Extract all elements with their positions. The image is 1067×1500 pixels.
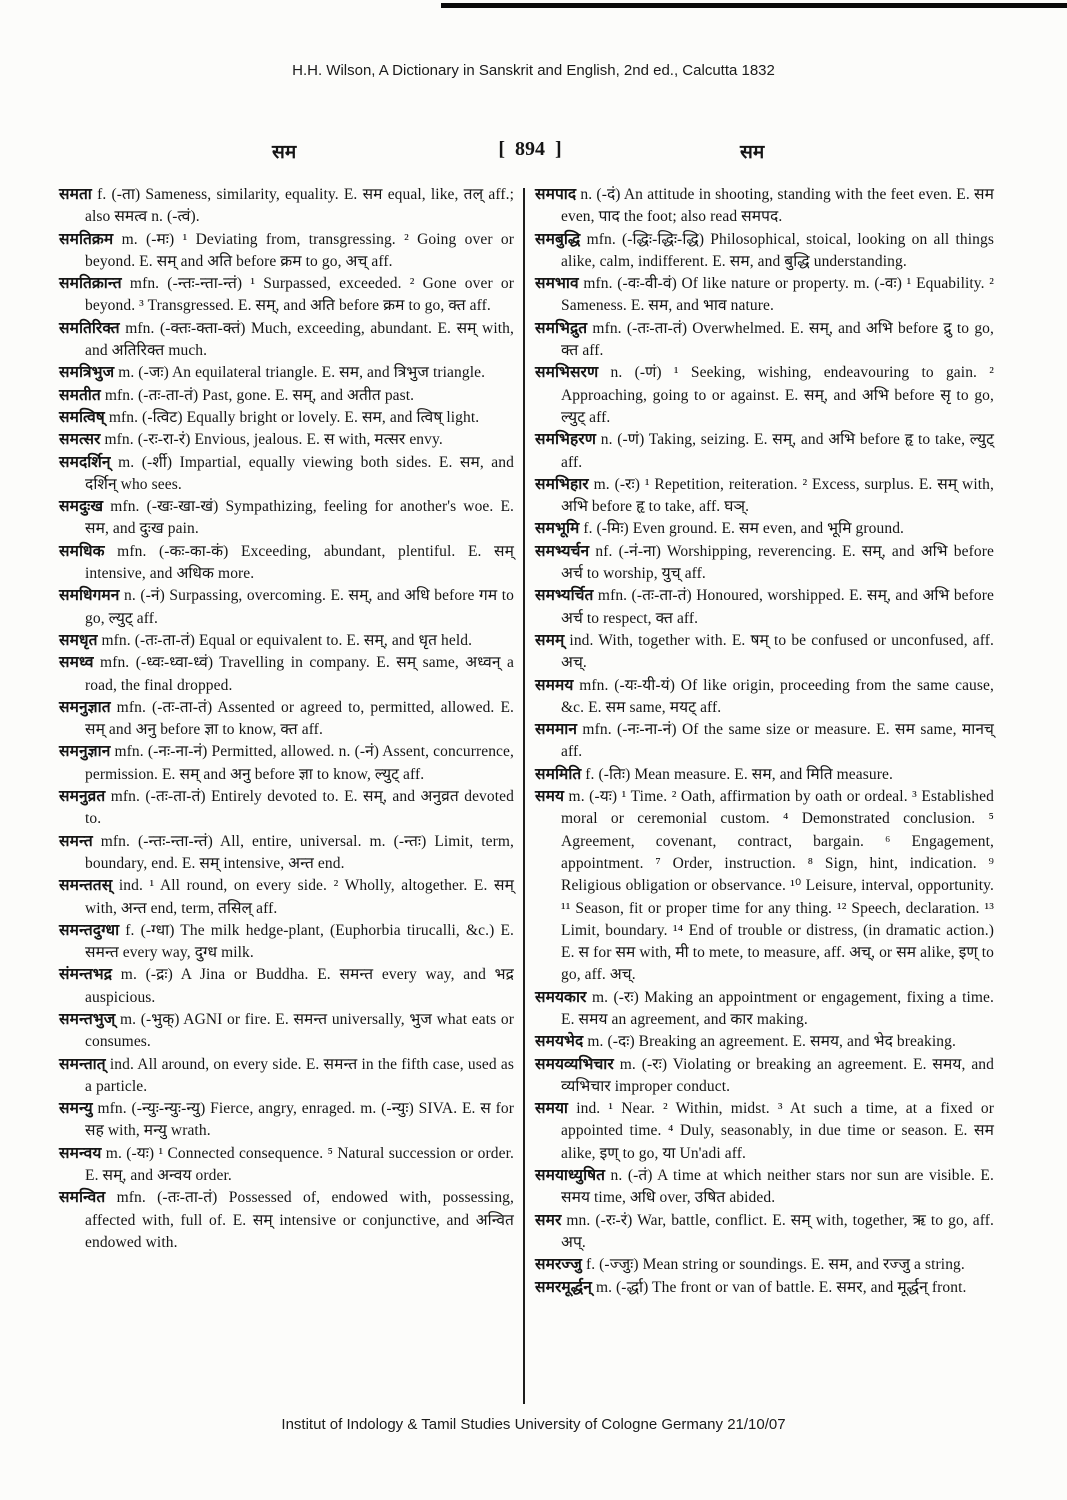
dictionary-entry — [535, 1031, 994, 1053]
dictionary-entry — [59, 741, 514, 786]
entry-headword: सममान — [535, 721, 578, 739]
entry-body: mfn. (-त्विट) Equally bright or lovely. E. सम, and त्विष् light. — [108, 408, 480, 426]
entry-body: m. (-र्द्धा) The front or van of battle. E. समर, and मूर्द्धन् front. — [595, 1278, 967, 1296]
entry-body: ind. ¹ All round, on every side. ² Wholly, altogether. E. सम् with, अन्त end, term, तसिल् aff. — [85, 877, 514, 917]
dictionary-entry — [59, 1009, 514, 1054]
entry-body: mfn. (-तः-ता-तं) Overwhelmed. E. सम्, and अभि before द्रु to go, क्त aff. — [561, 319, 994, 360]
dictionary-entry — [59, 496, 514, 541]
entry-headword: समभ्यर्चित — [535, 587, 594, 605]
entry-body: mfn. (-तः-ता-तं) Honoured, worshipped. E. सम्, and अभि before अर्च to respect, क्त aff. — [561, 587, 995, 627]
entry-body: mfn. (-ध्वः-ध्वा-ध्वं) Travelling in company. E. सम् same, अध्वन् a road, the final dropped. — [85, 654, 514, 694]
entry-headword: समध्व — [59, 654, 94, 672]
dictionary-entry — [59, 273, 514, 318]
entry-body: n. (-दं) An attitude in shooting, standing with the feet even. E. सम even, पाद the foot; also read समपद. — [561, 186, 994, 226]
entry-body: m. (-द्रः) A Jina or Buddha. E. समन्त every way, and भद्र auspicious. — [85, 966, 514, 1006]
dictionary-entry — [535, 362, 994, 429]
dictionary-entry — [59, 630, 514, 652]
entry-headword: समदुःख — [59, 498, 104, 516]
dictionary-entry — [59, 229, 514, 274]
dictionary-entry — [535, 1054, 994, 1099]
entry-headword: समर — [535, 1211, 562, 1229]
entry-body: m. (-मः) ¹ Deviating from, transgressing. ² Going over or beyond. E. सम् and अति before क्रम to go, अच् aff. — [85, 230, 514, 270]
dictionary-entry — [59, 385, 514, 407]
entry-body: mfn. (-न्तः-न्ता-न्तं) ¹ Surpassed, exceeded. ² Gone over or beyond. ³ Transgressed. E. सम्, and अति before क्रम to go, क्त aff. — [85, 275, 514, 315]
dictionary-entry — [59, 184, 514, 229]
entry-headword: समत्रिभुज — [59, 364, 115, 382]
entry-headword: समन्तभुज् — [59, 1010, 116, 1028]
entry-headword: समधिक — [59, 542, 105, 560]
entry-body: mn. (-रः-रं) War, battle, conflict. E. सम् with, together, ऋ to go, aff. अप्. — [561, 1211, 994, 1251]
dictionary-entry — [59, 452, 514, 497]
dictionary-entry — [535, 764, 994, 786]
dictionary-entry — [535, 229, 994, 274]
entry-headword: समन्त — [59, 832, 93, 850]
running-head — [0, 138, 1067, 166]
entry-headword: समया — [535, 1100, 569, 1118]
entry-body: n. (-णं) ¹ Seeking, wishing, endeavouring to gain. ² Approaching, going to or against. E. सम्, and अभि before सृ to go, ल्युट् aff. — [561, 364, 994, 426]
dictionary-entry — [535, 585, 994, 630]
entry-body: m. (-यः) ¹ Time. ² Oath, affirmation by oath or ordeal. ³ Established moral or ceremonial custom. ⁴ Demonstrated conclusion. ⁵ Agreement, covenant, contract, bargain. ⁶ Engagement, appointment. ⁷ Order, instruction. ⁸ Sign, hint, indication. ⁹ Religious obligation or observance. ¹⁰ Leisure, interval, opportunity. ¹¹ Season, fit or proper time for any thing. ¹² Speech, declaration. ¹³ Limit, boundary. ¹⁴ End of trouble or distress, (in dramatic action.) E. स for सम with, मी to mete, to measure, aff. अच्, or सम alike, इण् to go, aff. अच्. — [561, 788, 994, 984]
entry-headword: समनुज्ञात — [59, 698, 111, 716]
entry-body: mfn. (-तः-ता-तं) Assented or agreed to, permitted, allowed. E. सम् and अनु before ज्ञा to know, क्त aff. — [85, 698, 514, 739]
entry-headword: समन्यु — [59, 1100, 93, 1118]
entry-body: mfn. (-तः-ता-तं) Entirely devoted to. E. सम्, and अनुव्रत devoted to. — [85, 788, 514, 828]
entry-headword: सममिति — [535, 765, 582, 783]
entry-body: f. (-तिः) Mean measure. E. सम, and मिति measure. — [585, 765, 893, 783]
entry-headword: समयभेद — [535, 1033, 584, 1051]
dictionary-entry — [59, 362, 514, 384]
entry-body: m. (-र्शी) Impartial, equally viewing both sides. E. सम, and दर्शिन् who sees. — [85, 453, 514, 493]
entry-headword: समबुद्धि — [535, 230, 581, 248]
entry-body: ind. All around, on every side. E. समन्त in the fifth case, used as a particle. — [85, 1055, 514, 1095]
dictionary-entry — [535, 987, 994, 1032]
dictionary-entry — [59, 407, 514, 429]
entry-headword: समम् — [535, 631, 565, 649]
dictionary-entry — [535, 1277, 994, 1299]
entry-headword: समधृत — [59, 631, 98, 649]
entry-body: mfn. (-खः-खा-खं) Sympathizing, feeling for another's woe. E. सम, and दुःख pain. — [85, 498, 514, 538]
entry-body: mfn. (-द्धिः-द्धिः-द्धि) Philosophical, stoical, looking on all things alike, calm, indifferent. E. सम, and बुद्धि understanding. — [561, 230, 994, 270]
entry-body: mfn. (-कः-का-कं) Exceeding, abundant, plentiful. E. सम् intensive, and अधिक more. — [85, 542, 514, 583]
dictionary-entry — [59, 1143, 514, 1188]
entry-body: mfn. (-वः-वी-वं) Of like nature or property. m. (-वः) ¹ Equability. ² Sameness. E. सम, and भाव nature. — [561, 275, 994, 315]
dictionary-entry — [535, 474, 994, 519]
entry-body: n. (-नं) Surpassing, overcoming. E. सम्, and अधि before गम to go, ल्युट् aff. — [85, 587, 514, 627]
entry-headword: समन्ततस् — [59, 877, 113, 895]
dictionary-entry — [59, 1098, 514, 1143]
entry-headword: समतिक्रान्त — [59, 275, 122, 293]
footer-stamp: Institut of Indology & Tamil Studies University of Cologne Germany 21/10/07 — [281, 1416, 786, 1433]
entry-body: m. (-यः) ¹ Connected consequence. ⁵ Natural succession or order. E. सम्, and अन्वय order. — [85, 1144, 514, 1185]
entry-headword: समरमूर्द्धन् — [535, 1278, 592, 1296]
column-divider-rule — [523, 188, 525, 1404]
entry-body: mfn. (-रः-रा-रं) Envious, jealous. E. स with, मत्सर envy. — [104, 431, 443, 449]
dictionary-entry — [59, 920, 514, 965]
entry-body: mfn. (-न्युः-न्युः-न्यु) Fierce, angry, enraged. m. (-न्युः) SIVA. E. स for सह with, मन्यु wrath. — [85, 1100, 514, 1140]
dictionary-entry — [59, 585, 514, 630]
entry-headword: समदर्शिन् — [59, 453, 111, 471]
entry-headword: समन्वित — [59, 1189, 106, 1207]
entry-body: ind. ¹ Near. ² Within, midst. ³ At such a time, at a fixed or appointed time. ⁴ Duly, seasonably, in due time or season. E. सम alike, इण् to go, या Un'adi aff. — [561, 1100, 995, 1162]
entry-headword: समभूमि — [535, 520, 580, 538]
entry-body: f. (-मिः) Even ground. E. सम even, and भूमि ground. — [583, 520, 905, 538]
entry-body: mfn. (-यः-यी-यं) Of like origin, proceeding from the same cause, &c. E. सम same, मयट् aff. — [561, 676, 994, 716]
entry-body: mfn. (-क्तः-क्ता-क्तं) Much, exceeding, abundant. E. सम् with, and अतिरिक्त much. — [85, 319, 514, 360]
entry-headword: समत्सर — [59, 431, 101, 449]
entry-headword: समभ्यर्चन — [535, 542, 590, 560]
dictionary-entry — [535, 318, 994, 363]
entry-headword: समत्विष् — [59, 408, 105, 426]
entry-body: m. (-भुक्) AGNI or fire. E. समन्त universally, भुज what eats or consumes. — [85, 1010, 514, 1051]
entry-body: mfn. (-तः-ता-तं) Equal or equivalent to. E. सम्, and धृत held. — [101, 631, 473, 649]
entry-headword: समपाद — [535, 186, 577, 203]
entry-headword: समयकार — [535, 988, 587, 1006]
dictionary-entry — [59, 652, 514, 697]
entry-body: f. (-ज्जुः) Mean string or soundings. E. सम, and रज्जु a string. — [585, 1256, 965, 1274]
dictionary-entry — [535, 1210, 994, 1255]
dictionary-entry — [535, 1098, 994, 1165]
entry-headword: समन्वय — [59, 1144, 102, 1162]
left-column — [59, 184, 514, 1254]
dictionary-entry — [59, 429, 514, 451]
dictionary-entry — [535, 541, 994, 586]
dictionary-entry — [59, 318, 514, 363]
entry-body: f. (-ग्धा) The milk hedge-plant, (Euphorbia tirucalli, &c.) E. समन्त every way, दुग्ध milk. — [85, 921, 514, 962]
entry-body: m. (-रः) Violating or breaking an agreement. E. समय, and व्यभिचार improper conduct. — [561, 1055, 994, 1095]
dictionary-entry — [59, 831, 514, 876]
entry-headword: समनुज्ञान — [59, 743, 111, 761]
dictionary-entry — [59, 1054, 514, 1099]
entry-body: m. (-रः) Making an appointment or engagement, fixing a time. E. समय an agreement, and कार making. — [561, 988, 994, 1028]
entry-body: f. (-ता) Sameness, similarity, equality. E. सम equal, like, तल् aff.; also समत्व n. (-त्वं). — [85, 186, 514, 226]
entry-headword: समधिगमन — [59, 587, 120, 605]
entry-body: n. (-णं) Taking, seizing. E. सम्, and अभि before हृ to take, ल्युट् aff. — [561, 431, 994, 471]
entry-body: mfn. (-तः-ता-तं) Past, gone. E. सम्, and अतीत past. — [104, 386, 415, 404]
dictionary-entry — [59, 1187, 514, 1254]
running-head-right-word: सम — [740, 142, 765, 163]
entry-headword: समन्तदुग्धा — [59, 921, 120, 939]
dictionary-entry — [535, 1165, 994, 1210]
dictionary-entry — [535, 273, 994, 318]
entry-body: mfn. (-नः-ना-नं) Of the same size or measure. E. सम same, मानच् aff. — [561, 721, 994, 761]
entry-headword: समता — [59, 186, 92, 203]
entry-headword: समभाव — [535, 275, 579, 293]
entry-headword: समयव्यभिचार — [535, 1055, 614, 1073]
dictionary-entry — [535, 719, 994, 764]
entry-body: nf. (-नं-ना) Worshipping, reverencing. E. सम्, and अभि before अर्च to worship, युच् aff. — [561, 542, 994, 583]
dictionary-entry — [59, 875, 514, 920]
right-column — [535, 184, 994, 1299]
dictionary-entry — [535, 429, 994, 474]
dictionary-entry — [535, 1254, 994, 1276]
dictionary-entry — [59, 697, 514, 742]
entry-headword: समय — [535, 788, 565, 806]
dictionary-entry — [535, 630, 994, 675]
entry-headword: समभिहरण — [535, 431, 597, 449]
entry-headword: समभिसरण — [535, 364, 599, 382]
dictionary-entry — [59, 786, 514, 831]
running-head-left-word: सम — [272, 142, 297, 163]
entry-headword: समन्तात् — [59, 1055, 106, 1073]
entry-headword: समतिरिक्त — [59, 319, 120, 337]
entry-body: m. (-जः) An equilateral triangle. E. सम, and त्रिभुज triangle. — [118, 364, 486, 382]
dictionary-entry — [535, 786, 994, 987]
entry-body: mfn. (-नः-ना-नं) Permitted, allowed. n. (-नं) Assent, concurrence, permission. E. सम् and अनु before ज्ञा to know, ल्युट् aff. — [85, 743, 514, 783]
entry-headword: सममय — [535, 676, 574, 694]
entry-headword: संमन्तभद्र — [59, 966, 113, 984]
entry-headword: समभिद्रुत — [535, 319, 588, 337]
entry-body: m. (-दः) Breaking an agreement. E. समय, and भेद breaking. — [587, 1033, 956, 1051]
dictionary-entry — [535, 184, 994, 229]
entry-body: m. (-रः) ¹ Repetition, reiteration. ² Excess, surplus. E. सम् with, अभि before हृ to take, aff. घञ्. — [561, 475, 994, 516]
top-rule-line — [441, 3, 1067, 8]
source-citation: H.H. Wilson, A Dictionary in Sanskrit and English, 2nd ed., Calcutta 1832 — [292, 62, 775, 79]
dictionary-entry — [59, 541, 514, 586]
entry-headword: समभिहार — [535, 475, 589, 493]
entry-body: ind. With, together with. E. षम् to be confused or unconfused, aff. अच्. — [561, 631, 994, 672]
dictionary-entry — [59, 964, 514, 1009]
entry-headword: समयाध्युषित — [535, 1167, 606, 1185]
entry-headword: समरज्जु — [535, 1256, 582, 1274]
dictionary-entry — [535, 675, 994, 720]
entry-body: mfn. (-न्तः-न्ता-न्तं) All, entire, universal. m. (-न्तः) Limit, term, boundary, end. E. सम् intensive, अन्त end. — [85, 832, 514, 872]
page-number: [ 894 ] — [498, 138, 562, 160]
entry-body: mfn. (-तः-ता-तं) Possessed of, endowed with, possessing, affected with, full of. E. सम् intensive or conjunctive, and अन्वित endowed with. — [85, 1189, 514, 1251]
entry-headword: समतीत — [59, 386, 101, 404]
entry-headword: समनुव्रत — [59, 788, 106, 806]
entry-headword: समतिक्रम — [59, 230, 114, 248]
entry-body: n. (-तं) A time at which neither stars nor sun are visible. E. समय time, अधि over, उषित abided. — [561, 1167, 994, 1207]
dictionary-entry — [535, 518, 994, 540]
